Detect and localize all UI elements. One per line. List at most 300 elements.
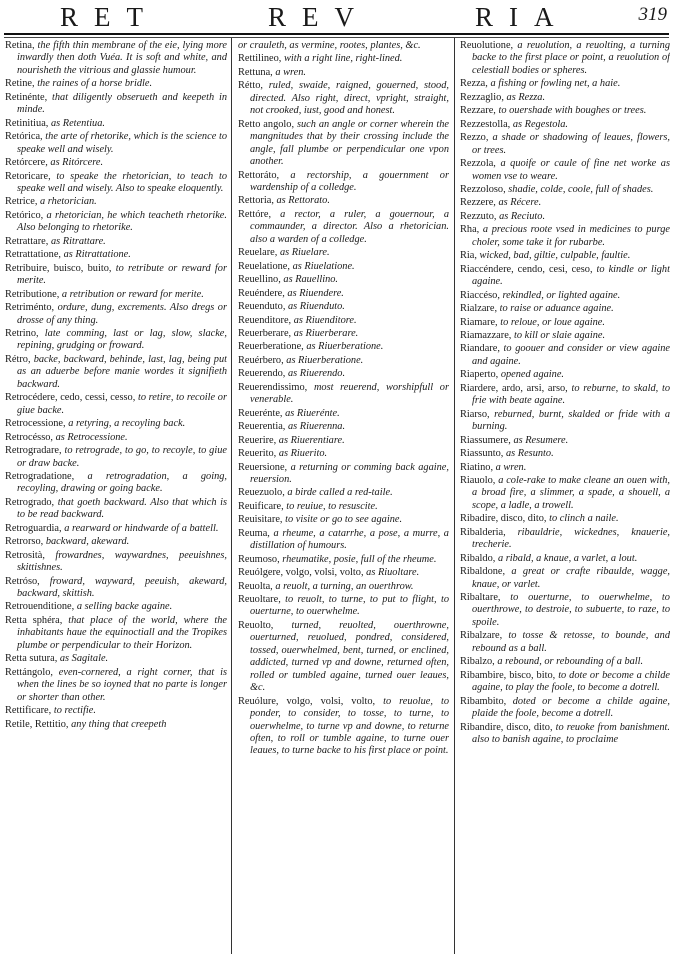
entry-definition: turned, reuolted, ouerthrowne, ouerturned, reuolued, pondred, considered, tossed, ouerwhelmed, bent, turned, or enclined, addicted, turned vp and downe, returned often, rolled or tumbled againe, turned ouer leaues, &c.	[250, 619, 449, 694]
dictionary-entry	[238, 119, 449, 169]
entry-definition: a selling backe againe.	[76, 601, 173, 613]
dictionary-entry	[460, 197, 670, 209]
entry-definition: as Riuerberatione.	[286, 354, 364, 366]
entry-definition: as Riuelare.	[279, 247, 330, 259]
entry-headword: Reuolta,	[238, 580, 273, 592]
entry-definition: any thing that creepeth	[71, 718, 167, 730]
guide-word-left: RET	[60, 2, 159, 32]
entry-definition: to reburne, to skald, to frie with beate againe.	[472, 382, 670, 407]
entry-headword: Ribalderia,	[460, 526, 506, 538]
entry-headword: Reuerberare,	[238, 327, 292, 339]
dictionary-entry	[238, 53, 449, 65]
dictionary-entry	[5, 78, 227, 90]
dictionary-entry	[460, 435, 670, 447]
entry-headword: Ribadire, disco, dito,	[460, 513, 547, 525]
dictionary-entry	[5, 302, 227, 327]
entry-definition: or crauleth, as vermine, rootes, plantes, &c.	[238, 40, 421, 51]
dictionary-entry	[460, 224, 670, 249]
entry-definition: as Riuerentiare.	[278, 434, 345, 446]
entry-headword: Rettuna,	[238, 66, 273, 78]
dictionary-entry	[460, 553, 670, 565]
entry-headword: Reuersione,	[238, 461, 288, 473]
entry-definition: to reuolt, to turne, to put to flight, to ouerturne, to ouerwhelme.	[250, 594, 449, 618]
dictionary-entry	[5, 131, 227, 156]
entry-definition: the fifth thin membrane of the eie, lying more inwardly then doth Vuéa. It is soft and white, and nourisheth the vitrious and glassie humour.	[17, 40, 227, 76]
entry-headword: Riaperto,	[460, 369, 499, 381]
entry-headword: Riamazzare,	[460, 329, 512, 341]
entry-definition: as Reciuto.	[499, 210, 546, 222]
dictionary-entry	[238, 261, 449, 273]
dictionary-entry	[238, 448, 449, 460]
entry-headword: Reuerito,	[238, 448, 277, 460]
entry-definition: opened againe.	[500, 369, 565, 381]
entry-headword: Reuerendissimo,	[238, 381, 308, 393]
entry-headword: Rettóre,	[238, 208, 272, 220]
entry-headword: Rettoráto,	[238, 169, 280, 181]
dictionary-entry	[238, 40, 449, 52]
dictionary-entry	[460, 290, 670, 302]
dictionary-entry	[5, 354, 227, 391]
dictionary-entry	[5, 432, 227, 444]
entry-headword: Rétro,	[5, 353, 31, 365]
dictionary-entry	[460, 303, 670, 315]
dictionary-entry	[460, 105, 670, 117]
dictionary-entry	[5, 445, 227, 470]
dictionary-entry	[238, 382, 449, 407]
entry-headword: Ribambire, bisco, bito,	[460, 669, 556, 681]
entry-headword: Retrouenditione,	[5, 601, 75, 613]
entry-headword: Reuma,	[238, 527, 270, 539]
entry-definition: to ouerturne, to ouerwhelme, to ouerthrowe, to destroie, to subuerte, to raze, to spoile.	[472, 592, 670, 628]
entry-definition: as Retentiua.	[50, 117, 105, 129]
entry-definition: as Rauellino.	[283, 274, 338, 286]
dictionary-entry	[460, 132, 670, 157]
entry-headword: Reuellino,	[238, 274, 281, 286]
entry-definition: a wren.	[495, 461, 527, 473]
dictionary-entry	[238, 315, 449, 327]
entry-definition: to reuiue, to resuscite.	[286, 500, 378, 512]
dictionary-entry	[5, 576, 227, 601]
dictionary-entry	[5, 497, 227, 522]
dictionary-entry	[5, 719, 227, 731]
entry-headword: Retributione,	[5, 288, 60, 300]
entry-headword: Retrocésso,	[5, 431, 53, 443]
page-header	[0, 0, 673, 36]
entry-headword: Riauolo,	[460, 474, 496, 486]
entry-definition: as Riuoltare.	[366, 567, 420, 579]
entry-definition: as Riuerenna.	[287, 421, 346, 433]
dictionary-entry	[460, 696, 670, 721]
dictionary-entry	[460, 448, 670, 460]
entry-headword: Rétto,	[238, 80, 263, 92]
dictionary-entry	[460, 513, 670, 525]
page-number: 319	[638, 4, 667, 25]
entry-headword: Riassumere,	[460, 434, 511, 446]
entry-definition: a great or crafte ribaulde, wagge, knaue, or varlet.	[472, 566, 670, 590]
entry-headword: Rezzestolla,	[460, 118, 511, 130]
entry-definition: as Riuerberatione.	[306, 341, 384, 353]
entry-definition: to reuoke from banishment. also to banish againe, to proclaime	[472, 721, 670, 746]
entry-headword: Retróso,	[5, 575, 40, 587]
entry-definition: frowardnes, waywardnes, peeuishnes, skittishnes.	[17, 549, 227, 574]
entry-definition: a rebound, or rebounding of a ball.	[497, 656, 644, 668]
guide-word-right: RIA	[475, 2, 570, 32]
dictionary-entry	[5, 705, 227, 717]
dictionary-entry	[238, 514, 449, 526]
dictionary-entry	[238, 80, 449, 117]
entry-headword: Reuerénte,	[238, 407, 283, 419]
entry-headword: Rha,	[460, 224, 480, 236]
dictionary-entry	[5, 236, 227, 248]
entry-headword: Retrosità,	[5, 549, 45, 561]
dictionary-entry	[238, 620, 449, 695]
entry-definition: backe, backward, behinde, last, lag, being put as an aduerbe before manie wordes it signifieth backward.	[17, 353, 227, 390]
dictionary-entry	[460, 343, 670, 368]
entry-definition: froward, wayward, peeuish, akeward, backward, skittish.	[17, 575, 227, 600]
entry-definition: to kindle or light againe.	[472, 263, 670, 288]
entry-definition: with a right line, right-lined.	[283, 53, 403, 65]
entry-definition: as Retrocessione.	[55, 431, 128, 443]
entry-headword: Retrattatione,	[5, 249, 62, 261]
entry-headword: Rettoria,	[238, 195, 274, 207]
entry-definition: to tosse & retosse, to bounde, and rebound as a ball.	[472, 630, 670, 654]
entry-definition: as Regestola.	[512, 118, 569, 130]
guide-word-center: REV	[268, 2, 370, 32]
dictionary-entry	[238, 288, 449, 300]
entry-headword: Retinitiua,	[5, 117, 49, 129]
dictionary-entry	[238, 247, 449, 259]
dictionary-entry	[460, 40, 670, 77]
dictionary-entry	[460, 211, 670, 223]
dictionary-entry	[460, 92, 670, 104]
dictionary-entry	[460, 264, 670, 289]
entry-definition: ordure, dung, excrements. Also dregs or drosse of any thing.	[17, 302, 227, 326]
entry-definition: a retrogradation, a going, recoyling, drawing or going backe.	[17, 470, 227, 495]
dictionary-entry	[460, 722, 670, 747]
dictionary-entry	[460, 78, 670, 90]
entry-headword: Rezzaglio,	[460, 91, 504, 103]
entry-headword: Rialzare,	[460, 303, 498, 315]
entry-headword: Retoricare,	[5, 170, 51, 182]
entry-definition: the arte of rhetorike, which is the science to speake well and wisely.	[17, 131, 227, 155]
entry-headword: Riaccéndere, cendo, cesi, ceso,	[460, 263, 593, 275]
entry-headword: Rettilineo,	[238, 53, 282, 65]
column-divider-2	[454, 38, 455, 954]
entry-definition: a quoife or caule of fine net worke as women vse to weare.	[472, 158, 670, 182]
dictionary-entry	[460, 330, 670, 342]
entry-definition: to rectifie.	[53, 705, 96, 717]
entry-definition: a precious roote vsed in medicines to purge choler, some take it for rubarbe.	[472, 224, 670, 248]
entry-headword: Retrogradatione,	[5, 470, 75, 482]
entry-headword: Reuolto,	[238, 619, 274, 631]
entry-headword: Retrocédere, cedo, cessi, cesso,	[5, 392, 136, 404]
entry-headword: Riaccéso,	[460, 289, 500, 301]
dictionary-column-1	[5, 40, 227, 954]
dictionary-entry	[460, 656, 670, 668]
dictionary-entry	[238, 170, 449, 195]
entry-definition: a rhetorician.	[40, 196, 97, 208]
entry-definition: ruled, swaide, raigned, gouerned, stood, directed. Also right, direct, vpright, straight, not crooked, iust, good and honest.	[250, 80, 449, 117]
entry-definition: rekindled, or lighted againe.	[502, 289, 621, 301]
entry-definition: as Récere.	[498, 197, 542, 209]
dictionary-entry	[238, 567, 449, 579]
entry-headword: Ria,	[460, 250, 477, 262]
dictionary-entry	[5, 471, 227, 496]
entry-headword: Rezzare,	[460, 105, 496, 117]
dictionary-entry	[5, 601, 227, 613]
entry-headword: Reuisitare,	[238, 514, 283, 526]
dictionary-entry	[5, 328, 227, 353]
entry-definition: as Rettorato.	[276, 195, 330, 207]
entry-definition: as Riuerito.	[278, 448, 328, 460]
entry-definition: to ouershade with boughes or trees.	[498, 105, 647, 117]
entry-definition: reburned, burnt, skalded or fride with a burning.	[472, 408, 670, 433]
entry-definition: a rearward or hindwarde of a battell.	[64, 522, 219, 534]
entry-definition: the raines of a horse bridle.	[37, 78, 153, 90]
entry-definition: to raise or aduance againe.	[499, 303, 614, 315]
entry-headword: Ribalzare,	[460, 630, 503, 642]
dictionary-entry	[238, 581, 449, 593]
dictionary-entry	[460, 475, 670, 512]
entry-headword: Retribuire, buisco, buito,	[5, 262, 112, 274]
entry-definition: to kill or slaie againe.	[514, 329, 606, 341]
header-rule-thin	[4, 37, 669, 38]
entry-definition: to speake the rhetorician, to teach to speake well and wisely. Also to speake eloquently.	[17, 170, 227, 194]
entry-definition: as Rezza.	[506, 91, 546, 103]
entry-headword: Reuificare,	[238, 500, 284, 512]
entry-headword: Retta sphéra,	[5, 614, 63, 626]
dictionary-entry	[460, 566, 670, 591]
dictionary-entry	[238, 341, 449, 353]
dictionary-entry	[238, 355, 449, 367]
dictionary-column-2	[238, 40, 449, 954]
entry-definition: to visite or go to see againe.	[285, 514, 403, 526]
entry-headword: Ribambito,	[460, 695, 507, 707]
entry-definition: a reuolt, a turning, an ouerthrow.	[275, 580, 414, 592]
entry-definition: as Ritórcere.	[50, 157, 104, 169]
dictionary-entry	[238, 594, 449, 619]
entry-headword: Riarso,	[460, 408, 490, 420]
dictionary-entry	[460, 317, 670, 329]
dictionary-entry	[238, 554, 449, 566]
entry-definition: shadie, colde, coole, full of shades.	[508, 183, 654, 195]
entry-definition: a birde called a red-taile.	[287, 487, 393, 499]
entry-headword: Reuerendo,	[238, 368, 286, 380]
entry-headword: Retrino,	[5, 327, 39, 339]
dictionary-entry	[5, 667, 227, 704]
entry-headword: Reuenditore,	[238, 314, 292, 326]
entry-definition: as Riuerendo.	[287, 368, 346, 380]
dictionary-entry	[5, 92, 227, 117]
entry-headword: Riandare,	[460, 343, 500, 355]
entry-headword: Rezzoloso,	[460, 183, 506, 195]
dictionary-entry	[238, 328, 449, 340]
entry-definition: as Riuelatione.	[292, 260, 355, 272]
dictionary-entry	[238, 408, 449, 420]
entry-headword: Reuolutione,	[460, 40, 514, 51]
entry-definition: as Riuerberare.	[293, 327, 359, 339]
entry-headword: Retta sutura,	[5, 653, 58, 665]
dictionary-entry	[5, 171, 227, 196]
dictionary-column-3	[460, 40, 670, 954]
entry-definition: a shade or shadowing of leaues, flowers, or trees.	[472, 132, 670, 156]
entry-headword: Retórcere,	[5, 157, 48, 169]
dictionary-entry	[460, 250, 670, 262]
entry-definition: a retribution or reward for merite.	[61, 288, 204, 300]
entry-headword: Ribaldo,	[460, 552, 496, 564]
dictionary-entry	[5, 392, 227, 417]
entry-headword: Reumoso,	[238, 553, 280, 565]
entry-headword: Riamare,	[460, 316, 498, 328]
entry-definition: a rectorship, a gouernment or wardenship of a colledge.	[250, 169, 449, 193]
entry-definition: a rheume, a catarrhe, a pose, a murre, a distillation of humours.	[250, 527, 449, 552]
entry-headword: Retórica,	[5, 131, 43, 143]
entry-definition: a rector, a ruler, a gouernour, a commaunder, a director. Also a rhetorician. also a warden of a colledge.	[250, 208, 449, 245]
entry-headword: Retrogrado,	[5, 496, 55, 508]
entry-definition: that diligently obserueth and keepeth in minde.	[17, 91, 227, 116]
dictionary-entry	[5, 210, 227, 235]
entry-definition: to retire, to recoile or giue backe.	[17, 392, 227, 416]
entry-headword: Reuólgere, volgo, volsi, volto,	[238, 567, 364, 579]
entry-headword: Retrorso,	[5, 536, 44, 548]
column-divider-1	[231, 38, 232, 954]
entry-headword: Retrocessione,	[5, 418, 66, 430]
entry-headword: Reuerire,	[238, 434, 277, 446]
entry-headword: Rezza,	[460, 78, 488, 90]
dictionary-entry	[5, 40, 227, 77]
entry-definition: to retribute or reward for merite.	[17, 262, 227, 287]
dictionary-entry	[5, 536, 227, 548]
entry-definition: doted or become a childe againe, plaide the foole, become a dotrell.	[472, 695, 670, 720]
dictionary-entry	[238, 274, 449, 286]
dictionary-entry	[5, 196, 227, 208]
entry-headword: Retroguardia,	[5, 522, 62, 534]
dictionary-entry	[238, 487, 449, 499]
entry-definition: a wren.	[275, 66, 307, 78]
entry-definition: a rhetorician, he which teacheth rhetorike. Also belonging to rhetorike.	[17, 209, 227, 234]
dictionary-entry	[238, 195, 449, 207]
entry-headword: Rettángolo,	[5, 666, 53, 678]
entry-definition: as Riuenduto.	[288, 301, 345, 313]
dictionary-entry	[5, 523, 227, 535]
entry-headword: Ribandire, disco, dito,	[460, 721, 553, 733]
entry-definition: as Riuendere.	[287, 287, 344, 299]
entry-headword: Riardere, ardo, arsi, arso,	[460, 382, 568, 394]
entry-headword: Reuéndere,	[238, 287, 285, 299]
dictionary-entry	[238, 501, 449, 513]
dictionary-entry	[238, 696, 449, 758]
entry-definition: to reloue, or loue againe.	[500, 316, 605, 328]
dictionary-entry	[5, 249, 227, 261]
entry-headword: Ribalzo,	[460, 656, 495, 668]
entry-headword: Rezzo,	[460, 132, 489, 144]
entry-definition: to reuolue, to ponder, to consider, to tosse, to turne, to ouerwhelme, to turne vp and downe, to returne often, to roll or tumble againe, to turne ouer leaues, to turne backe to his first place or point.	[250, 695, 449, 757]
entry-headword: Reuólure, volgo, volsi, volto,	[238, 695, 376, 707]
entry-definition: as Ritrattatione.	[63, 249, 131, 261]
entry-headword: Riassunto,	[460, 448, 504, 460]
dictionary-entry	[238, 435, 449, 447]
entry-definition: a fishing or fowling net, a haie.	[490, 78, 621, 90]
dictionary-entry	[460, 592, 670, 629]
entry-definition: to dote or become a childe againe, to play the foole, to become a dotrell.	[472, 669, 670, 694]
entry-definition: late comming, last or lag, slow, slacke, repining, grudging or froward.	[17, 327, 227, 352]
dictionary-entry	[5, 263, 227, 288]
dictionary-entry	[5, 550, 227, 575]
dictionary-entry	[238, 67, 449, 79]
dictionary-entry	[5, 615, 227, 652]
entry-definition: backward, akeward.	[45, 536, 130, 548]
entry-headword: Rezzere,	[460, 197, 496, 209]
entry-headword: Ribaltare,	[460, 592, 501, 604]
entry-definition: a reuolution, a reuolting, a turning backe to the first place or point, a reuolution of celestiall bodies or spheres.	[472, 40, 670, 76]
dictionary-entry	[460, 527, 670, 552]
dictionary-entry	[460, 462, 670, 474]
entry-definition: even-cornered, a right corner, that is when the lines be so ioyned that no parte is longer or shorter than other.	[17, 666, 227, 703]
entry-definition: as Riuerénte.	[285, 407, 340, 419]
entry-definition: wicked, bad, giltie, culpable, faultie.	[479, 250, 631, 262]
entry-headword: Ribaldone,	[460, 566, 506, 578]
entry-headword: Reuérbero,	[238, 354, 284, 366]
entry-headword: Retinénte,	[5, 91, 48, 103]
entry-headword: Retile, Rettitio,	[5, 718, 69, 730]
dictionary-entry	[5, 157, 227, 169]
entry-definition: a ribald, a knaue, a varlet, a lout.	[497, 552, 638, 564]
entry-definition: ribauldrie, wickednes, knauerie, trecherie.	[472, 526, 670, 551]
entry-definition: that place of the world, where the inhabitants haue the equinoctiall and the Tropikes plumbe or perpendicular to their Horizon.	[17, 614, 227, 651]
entry-definition: as Ritrattare.	[50, 235, 106, 247]
dictionary-entry	[5, 118, 227, 130]
entry-definition: as Resunto.	[505, 448, 554, 460]
dictionary-entry	[238, 368, 449, 380]
entry-headword: Reuelare,	[238, 247, 278, 259]
entry-definition: as Sagitale.	[59, 653, 109, 665]
entry-definition: rheumatike, posie, full of the rheume.	[282, 553, 437, 565]
entry-headword: Retriménto,	[5, 302, 55, 314]
entry-definition: as Riuenditore.	[293, 314, 357, 326]
entry-definition: a cole-rake to make cleane an ouen with, a broad fire, a slimmer, a spade, a shouell, a scope, a ladle, a trowell.	[472, 474, 670, 511]
entry-headword: Reuoltare,	[238, 594, 281, 606]
dictionary-entry	[460, 670, 670, 695]
entry-headword: Reuerentia,	[238, 421, 286, 433]
dictionary-entry	[238, 301, 449, 313]
dictionary-entry	[5, 653, 227, 665]
entry-definition: most reuerend, worshipfull or venerable.	[250, 381, 449, 406]
entry-definition: a returning or comming back againe, reuersion.	[250, 461, 449, 485]
entry-headword: Retrogradare,	[5, 445, 62, 457]
dictionary-entry	[460, 630, 670, 655]
entry-definition: to goouer and consider or view againe and againe.	[472, 343, 670, 367]
entry-headword: Reuelatione,	[238, 260, 290, 272]
entry-definition: that goeth backward. Also that which is to be read backward.	[17, 496, 227, 521]
entry-headword: Retórico,	[5, 209, 44, 221]
entry-headword: Reuerberatione,	[238, 341, 304, 353]
dictionary-entry	[238, 528, 449, 553]
entry-headword: Retine,	[5, 78, 35, 90]
entry-headword: Retrattare,	[5, 235, 49, 247]
dictionary-entry	[460, 383, 670, 408]
dictionary-entry	[238, 462, 449, 487]
entry-definition: to retrograde, to go, to recoyle, to giue or draw backe.	[17, 445, 227, 469]
dictionary-entry	[5, 289, 227, 301]
dictionary-entry	[460, 369, 670, 381]
entry-headword: Rezzola,	[460, 158, 496, 170]
dictionary-entry	[238, 421, 449, 433]
entry-definition: such an angle or corner wherein the mangnitudes that by their crossing include the angle, fall plumbe or perpendicular one vpon another.	[250, 118, 449, 168]
entry-headword: Retina,	[5, 40, 35, 51]
dictionary-entry	[460, 119, 670, 131]
dictionary-entry	[5, 418, 227, 430]
entry-headword: Retto angolo,	[238, 118, 295, 130]
